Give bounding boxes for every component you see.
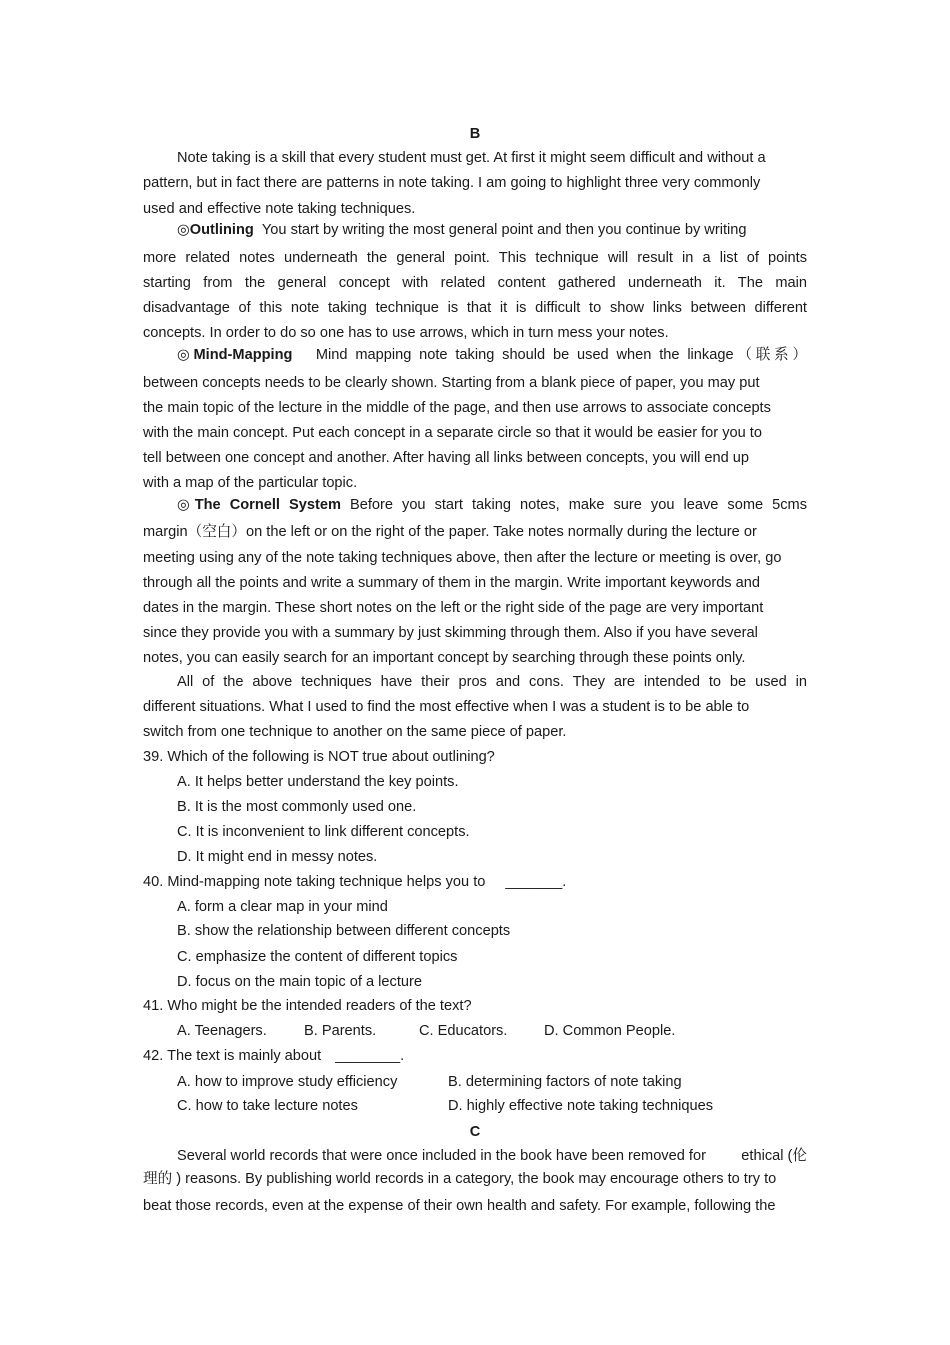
conclusion-line: All of the above techniques have their pros and cons. They are intended to be used in [177,674,807,690]
intro-line-3: used and effective note taking techniques. [143,201,416,217]
outlining-line: concepts. In order to do so one has to use arrows, which in turn mess your notes. [143,325,669,341]
intro-line-1: Note taking is a skill that every student must get. At first it might seem difficult and without a [177,150,766,166]
cornell-line: notes, you can easily search for an important concept by searching through these points only. [143,650,746,666]
question-41-stem: 41. Who might be the intended readers of the text? [143,998,472,1014]
passage-c-line-3: beat those records, even at the expense of their own health and safety. For example, following the [143,1198,776,1214]
question-42-option-d: D. highly effective note taking techniques [448,1098,714,1114]
conclusion-line: different situations. What I used to find the most effective when I was a student is to be able to [143,699,750,715]
mind-mapping-line: between concepts needs to be clearly shown. Starting from a blank piece of paper, you may put [143,375,760,391]
question-40-option-c: C. emphasize the content of different topics [177,949,458,965]
cornell-line: through all the points and write a summary of them in the margin. Write important keywords and [143,575,761,591]
question-39-option-c: C. It is inconvenient to link different concepts. [177,824,470,840]
question-40-option-a: A. form a clear map in your mind [177,899,388,915]
question-41-option-a: A. Teenagers. [177,1023,267,1039]
question-41-option-c: C. Educators. [419,1023,508,1039]
question-41-option-b: B. Parents. [304,1023,377,1039]
question-39-option-b: B. It is the most commonly used one. [177,799,417,815]
question-42-option-b: B. determining factors of note taking [448,1074,682,1090]
question-39-option-d: D. It might end in messy notes. [177,849,378,865]
answer-blank: _______. [505,874,567,890]
section-heading-b: B [469,126,481,142]
bullet-icon: ◎ [177,347,194,363]
cornell-line: margin（空白）on the left or on the right of the paper. Take notes normally during the lecture or [143,524,757,540]
mind-mapping-line: the main topic of the lecture in the middle of the page, and then use arrows to associate concepts [143,400,771,416]
conclusion-line: switch from one technique to another on the same piece of paper. [143,724,567,740]
question-42-stem: 42. The text is mainly about ________. [143,1048,405,1064]
mind-mapping-first-text: Mind mapping note taking should be used when the linkage（联系） [315,347,808,363]
bullet-icon: ◎ [177,222,190,238]
passage-c-line-1: Several world records that were once included in the book have been removed for ethical (伦 [177,1148,807,1164]
question-40-option-d: D. focus on the main topic of a lecture [177,974,422,990]
mind-mapping-line: with a map of the particular topic. [143,475,358,491]
question-41-option-d: D. Common People. [544,1023,676,1039]
outlining-title: Outlining [189,222,254,238]
cornell-title: The Cornell System [194,497,341,513]
section-heading-c: C [469,1124,481,1140]
mind-mapping-line: with the main concept. Put each concept in a separate circle so that it would be easier for you to [143,425,762,441]
outlining-line: disadvantage of this note taking technique is that it is difficult to show links between different [143,300,807,316]
outlining-line: more related notes underneath the general point. This technique will result in a list of points [143,250,807,266]
passage-c-line-2: 理的 ) reasons. By publishing world records in a category, the book may encourage others to try to [143,1171,777,1187]
mind-mapping-title: Mind-Mapping [193,347,293,363]
bullet-icon: ◎ [177,497,195,513]
mind-mapping-line: tell between one concept and another. After having all links between concepts, you will end up [143,450,750,466]
question-42-option-a: A. how to improve study efficiency [177,1074,398,1090]
intro-line-2: pattern, but in fact there are patterns in note taking. I am going to highlight three very commonly [143,175,761,191]
question-40-stem: 40. Mind-mapping note taking technique helps you to _______. [143,874,567,890]
mind-mapping-first-line [177,346,807,364]
cornell-line: meeting using any of the note taking techniques above, then after the lecture or meeting is over, go [143,550,782,566]
cornell-line: since they provide you with a summary by just skimming through them. Also if you have several [143,625,758,641]
question-39-option-a: A. It helps better understand the key points. [177,774,459,790]
cornell-first-line [177,496,807,514]
outlining-line: starting from the general concept with related content gathered underneath it. The main [143,275,807,291]
question-39-stem: 39. Which of the following is NOT true about outlining? [143,749,495,765]
cornell-first-text: Before you start taking notes, make sure you leave some 5cms [349,497,808,513]
answer-blank: ________. [335,1048,405,1064]
outlining-first-line [177,221,807,239]
question-42-option-c: C. how to take lecture notes [177,1098,358,1114]
question-40-option-b: B. show the relationship between different concepts [177,923,511,939]
cornell-line: dates in the margin. These short notes on the left or the right side of the page are very important [143,600,764,616]
outlining-first-text: You start by writing the most general point and then you continue by writing [261,222,747,238]
